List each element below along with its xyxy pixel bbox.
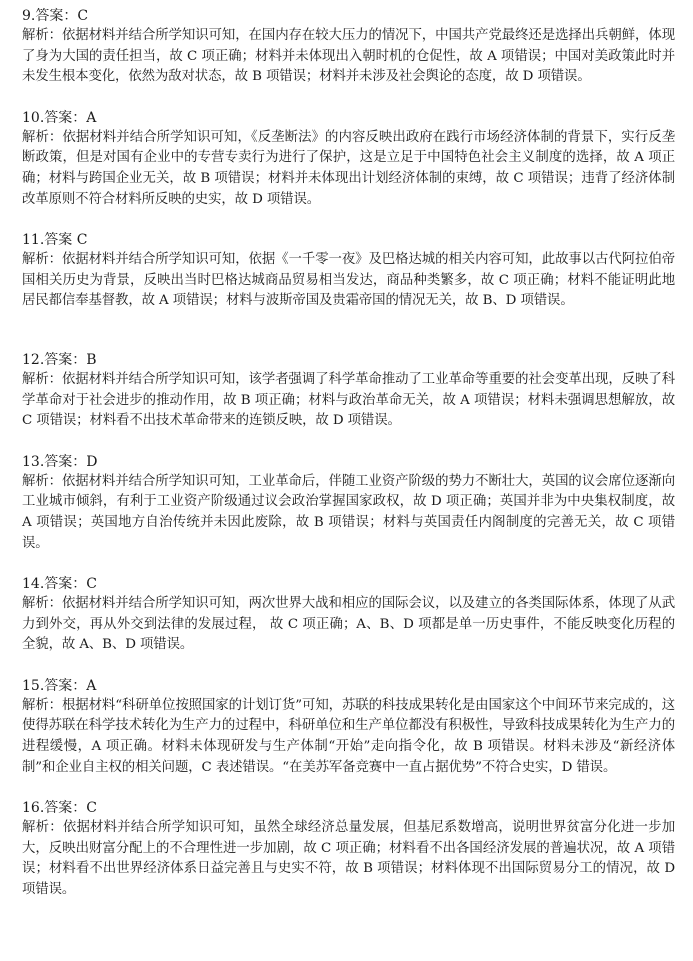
answer-analysis: 解析：依据材料并结合所学知识可知，《反垄断法》的内容反映出政府在践行市场经济体制的背景下，实行反垄断政策，但是对国有企业中的专营专卖行为进行了保护，这是立足于中国特色社会主义制度的选择，故 A 项正确；材料与跨国企业无关，故 B 项错误；材料并未体现出计划经济体制的束缚，故 C 项错误；违背了经济体制改革原则不符合材料所反映的史实，故 D 项错误。 — [22, 129, 675, 207]
answer-item-15 — [22, 676, 675, 778]
answer-analysis: 解析：依据材料并结合所学知识可知，该学者强调了科学革命推动了工业革命等重要的社会变革出现，反映了科学革命对于社会进步的推动作用，故 B 项正确；材料与政治革命无关，故 A 项错误；材料未强调思想解放，故 C 项错误；材料看不出技术革命带来的连锁反映，故 D 项错误。 — [22, 371, 675, 429]
answer-item-13 — [22, 452, 675, 554]
answer-item-16 — [22, 798, 675, 900]
answer-item-14 — [22, 574, 675, 656]
answer-heading: 9.答案：C — [22, 8, 89, 24]
answer-heading: 15.答案：A — [22, 677, 97, 694]
answer-heading: 13.答案：D — [22, 453, 98, 470]
answer-item-12 — [22, 350, 675, 432]
answer-heading: 14.答案：C — [22, 576, 97, 593]
answer-analysis: 解析：根据材料“科研单位按照国家的计划订货”可知，苏联的科技成果转化是由国家这个中间环节来完成的，这使得苏联在科学技术转化为生产力的过程中，科研单位和生产单位都没有积极性，导致科技成果转化为生产力的进程缓慢，A 项正确。材料未体现研发与生产体制“开始”走向指令化，故 B 项错误。材料未涉及“新经济体制”和企业自主权的相关问题，C 表述错误。“在美苏军备竞赛中一直占据优势”不符合史实，D 错误。 — [22, 697, 675, 775]
answer-item-9 — [22, 6, 675, 88]
answer-analysis: 解析：依据材料并结合所学知识可知，依据《一千零一夜》及巴格达城的相关内容可知，此故事以古代阿拉伯帝国相关历史为背景，反映出当时巴格达城商品贸易相当发达，商品种类繁多，故 C 项正确；材料不能证明此地居民都信奉基督教，故 A 项错误；材料与波斯帝国及贵霜帝国的情况无关，故 B、D 项错误。 — [22, 252, 675, 309]
answer-analysis: 解析：依据材料并结合所学知识可知，在国内存在较大压力的情况下，中国共产党最终还是选择出兵朝鲜，体现了身为大国的责任担当，故 C 项正确；材料并未体现出入朝时机的仓促性，故 A 项错误；中国对美政策此时并未发生根本变化，依然为敌对状态，故 B 项错误；材料并未涉及社会舆论的态度，故 D 项错误。 — [22, 28, 675, 85]
answer-heading: 12.答案：B — [22, 351, 97, 368]
answer-analysis: 解析：依据材料并结合所学知识可知，两次世界大战和相应的国际会议，以及建立的各类国际体系，体现了从武力到外交，再从外交到法律的发展过程， 故 C 项正确；A、B、D 项都是单一历史事件，不能反映变化历程的全貌，故 A、B、D 项错误。 — [22, 596, 675, 653]
answer-analysis: 解析：依据材料并结合所学知识可知，虽然全球经济总量发展，但基尼系数增高，说明世界贫富分化进一步加大，反映出财富分配上的不合理性进一步加剧，故 C 项正确；材料看不出各国经济发展的普遍状况，故 A 项错误；材料看不出世界经济体系日益完善且与史实不符，故 B 项错误；材料体现不出国际贸易分工的情况，故 D 项错误。 — [22, 820, 675, 898]
answer-heading: 11.答案 C — [22, 232, 88, 249]
answer-heading: 10.答案：A — [22, 109, 97, 126]
answer-item-10 — [22, 108, 675, 210]
answer-heading: 16.答案：C — [22, 800, 97, 817]
answer-analysis: 解析：依据材料并结合所学知识可知，工业革命后，伴随工业资产阶级的势力不断壮大，英国的议会席位逐渐向工业城市倾斜，有利于工业资产阶级通过议会政治掌握国家政权，故 D 项正确；英国并非为中央集权制度，故 A 项错误；英国地方自治传统并未因此废除，故 B 项错误；材料与英国责任内阁制度的完善无关，故 C 项错误。 — [22, 473, 675, 551]
answer-item-11 — [22, 230, 675, 312]
